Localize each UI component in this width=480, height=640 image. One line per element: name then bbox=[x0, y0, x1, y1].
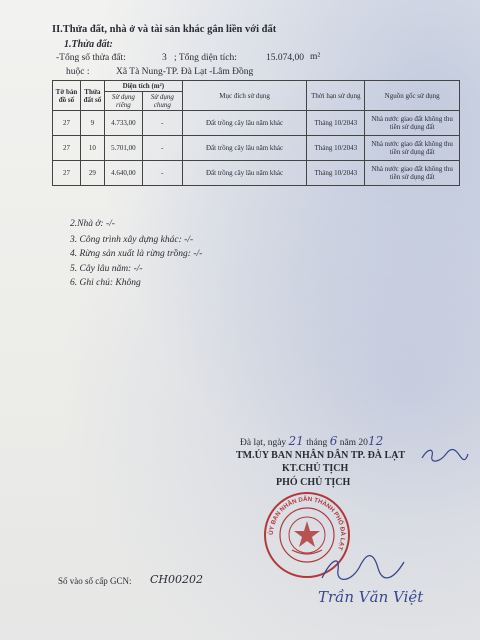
item-other-construction-label: 3. Công trình xây dựng khác: bbox=[70, 235, 182, 245]
col-area-shared-header: Sử dụng chung bbox=[142, 92, 182, 111]
table-row bbox=[53, 111, 460, 136]
item-note-label: 6. Ghi chú: bbox=[70, 278, 114, 288]
date-prefix: Đà lạt, ngày bbox=[240, 438, 287, 448]
date-year-suffix: 12 bbox=[367, 434, 384, 448]
col-origin-header: Nguồn gốc sử dụng bbox=[365, 81, 460, 111]
belongs-value: Xã Tà Nung-TP. Đà Lạt -Lâm Đồng bbox=[116, 67, 254, 77]
cell-area-private: 5.701,00 bbox=[104, 136, 142, 161]
seal-text: ỦY BAN NHÂN DÂN THÀNH PHỐ ĐÀ LẠT bbox=[267, 495, 347, 552]
date-day: 21 bbox=[288, 434, 304, 448]
signing-date bbox=[240, 434, 383, 448]
total-area-value: 15.074,00 bbox=[266, 53, 304, 63]
cell-parcel: 29 bbox=[80, 161, 104, 186]
cell-sheet: 27 bbox=[53, 161, 81, 186]
item-perennial-label: 5. Cây lâu năm: bbox=[70, 264, 132, 274]
cell-origin: Nhà nước giao đất không thu tiền sử dụng đất bbox=[365, 136, 460, 161]
register-value: CH00202 bbox=[150, 573, 204, 586]
parcel-subheading: 1.Thửa đất: bbox=[64, 39, 113, 50]
item-perennial-value: -/- bbox=[133, 264, 143, 274]
cell-term: Tháng 10/2043 bbox=[307, 161, 365, 186]
belongs-label: huộc : bbox=[66, 67, 90, 77]
cell-term: Tháng 10/2043 bbox=[307, 136, 365, 161]
col-area-group-header: Diện tích (m²) bbox=[104, 81, 182, 92]
item-house bbox=[70, 219, 115, 229]
item-other-construction-value: -/- bbox=[184, 235, 194, 245]
item-perennial bbox=[70, 264, 143, 274]
total-area-label: ; Tổng diện tích: bbox=[174, 53, 237, 63]
main-signature bbox=[318, 552, 408, 586]
col-area-private-header: Sử dụng riêng bbox=[104, 92, 142, 111]
cell-area-shared: - bbox=[142, 161, 182, 186]
table-row bbox=[53, 161, 460, 186]
item-house-label: 2.Nhà ở: bbox=[70, 219, 104, 229]
cell-purpose: Đất trồng cây lâu năm khác bbox=[182, 111, 307, 136]
date-year-label: năm 20 bbox=[339, 438, 368, 448]
section-heading: II.Thửa đất, nhà ở và tài sản khác gắn liền với đất bbox=[52, 24, 277, 35]
cell-area-shared: - bbox=[142, 136, 182, 161]
col-purpose-header: Mục đích sử dụng bbox=[182, 81, 307, 111]
col-term-header: Thời hạn sử dụng bbox=[307, 81, 365, 111]
total-parcels-label: -Tổng số thửa đất: bbox=[56, 53, 126, 63]
cell-origin: Nhà nước giao đất không thu tiền sử dụng đất bbox=[365, 111, 460, 136]
table-row bbox=[53, 136, 460, 161]
cell-purpose: Đất trồng cây lâu năm khác bbox=[182, 161, 307, 186]
signer-name: Trần Văn Việt bbox=[318, 588, 424, 606]
item-note-value: Không bbox=[115, 278, 141, 288]
total-parcels-value: 3 bbox=[162, 53, 167, 63]
item-forest bbox=[70, 249, 202, 259]
cell-parcel: 9 bbox=[80, 111, 104, 136]
item-note bbox=[70, 278, 141, 288]
item-forest-value: -/- bbox=[193, 249, 203, 259]
cell-purpose: Đất trồng cây lâu năm khác bbox=[182, 136, 307, 161]
date-month-label: tháng bbox=[306, 438, 328, 448]
role-line-1: KT.CHỦ TỊCH bbox=[282, 463, 349, 474]
item-forest-label: 4. Rừng sản xuất là rừng trồng: bbox=[70, 249, 191, 259]
cell-area-private: 4.640,00 bbox=[104, 161, 142, 186]
cell-sheet: 27 bbox=[53, 111, 81, 136]
cell-area-private: 4.733,00 bbox=[104, 111, 142, 136]
item-house-value: -/- bbox=[105, 219, 115, 229]
cell-area-shared: - bbox=[142, 111, 182, 136]
cell-term: Tháng 10/2043 bbox=[307, 111, 365, 136]
register-label: Số vào sổ cấp GCN: bbox=[58, 576, 132, 586]
parcel-table bbox=[52, 80, 460, 186]
role-line-2: PHÓ CHỦ TỊCH bbox=[276, 477, 351, 488]
cell-origin: Nhà nước giao đất không thu tiền sử dụng đất bbox=[365, 161, 460, 186]
total-area-unit: m² bbox=[310, 52, 321, 62]
authority-name: TM.ỦY BAN NHÂN DÂN TP. ĐÀ LẠT bbox=[236, 450, 406, 461]
col-sheet-header: Tờ bản đồ số bbox=[53, 81, 81, 111]
col-parcel-header: Thửa đất số bbox=[80, 81, 104, 111]
initial-signature-mark bbox=[420, 446, 470, 466]
item-other-construction bbox=[70, 235, 193, 245]
date-month: 6 bbox=[329, 434, 338, 448]
cell-sheet: 27 bbox=[53, 136, 81, 161]
cell-parcel: 10 bbox=[80, 136, 104, 161]
